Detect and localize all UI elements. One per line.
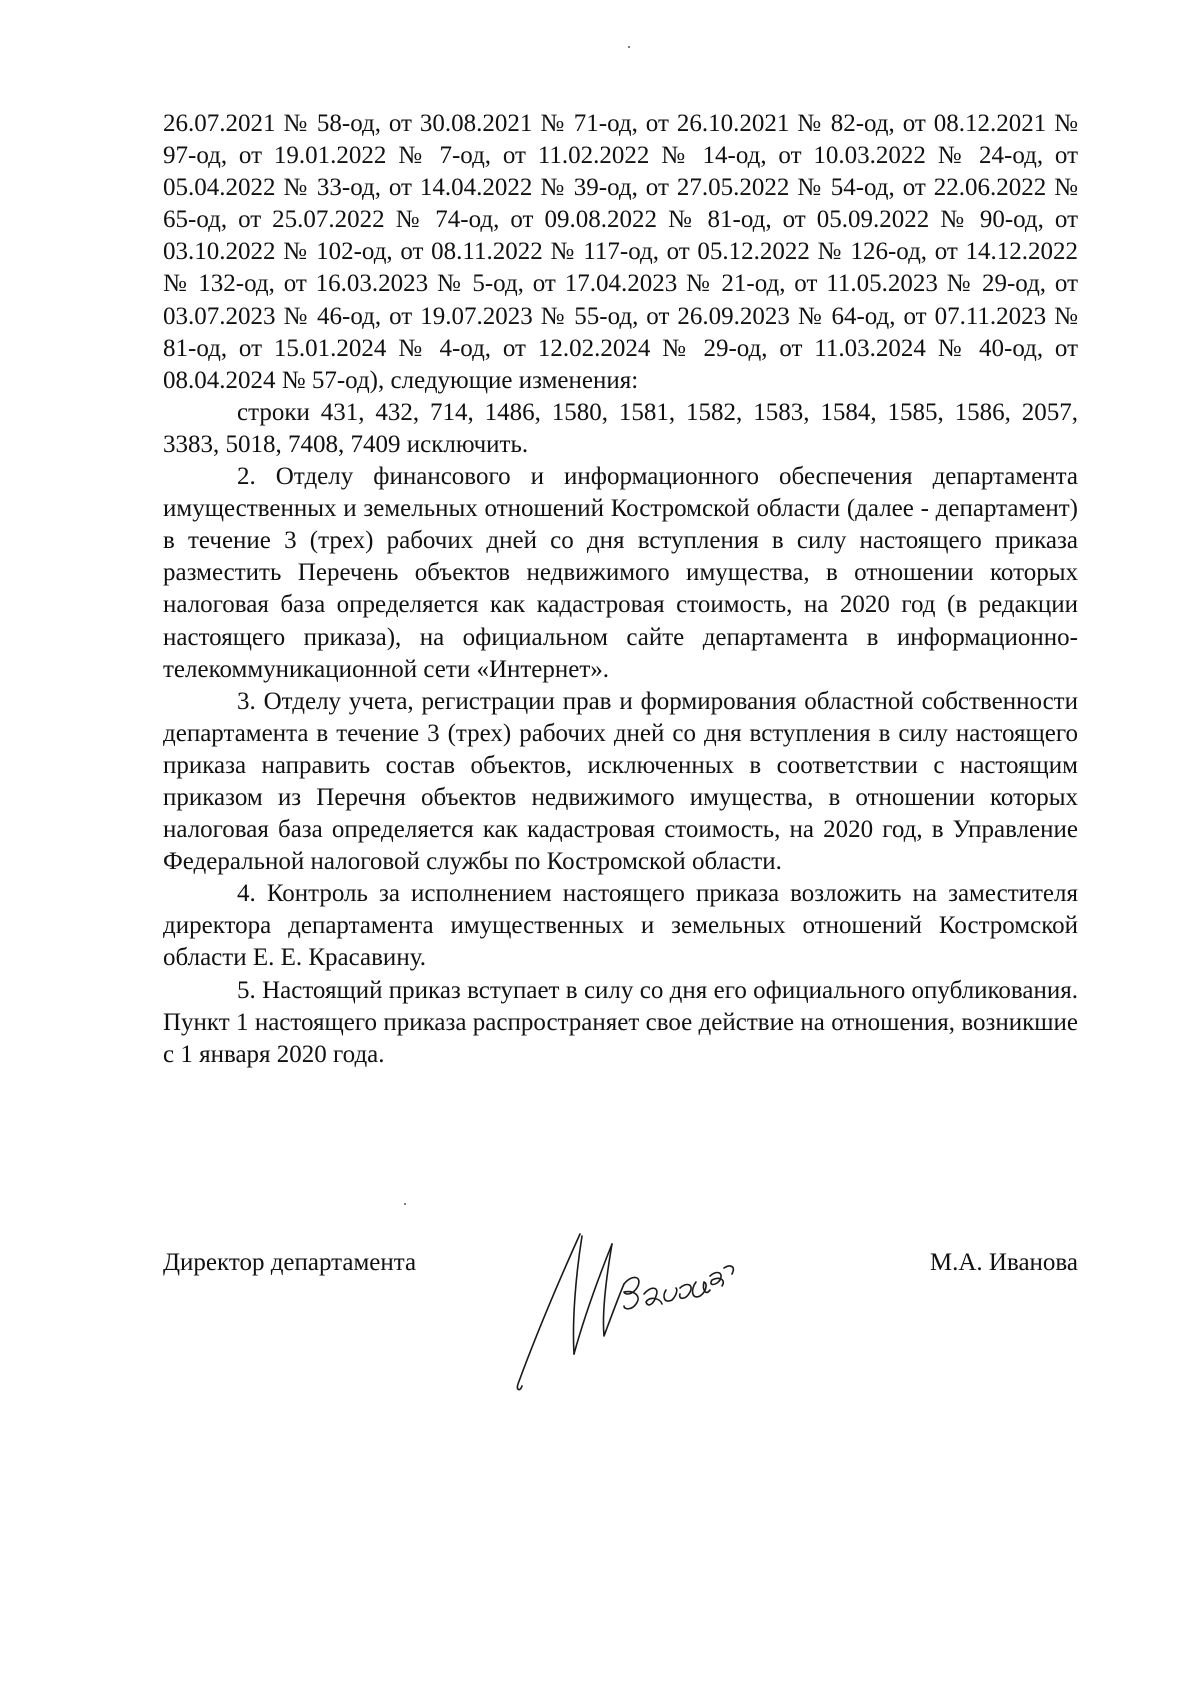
scan-speck bbox=[628, 46, 630, 48]
paragraph-rows-excluded: строки 431, 432, 714, 1486, 1580, 1581, 1582, 1583, 1584, 1585, 1586, 2057, 3383, 5018, 7408, 7409 исключить. bbox=[163, 398, 1078, 458]
handwritten-signature bbox=[510, 1224, 760, 1394]
paragraph-item-2: 2. Отделу финансового и информационного обеспечения департамента имущественных и земельных отношений Костромской области (далее - департамент) в течение 3 (трех) рабочих дней со дня вступления в силу настоящего приказа разместить Перечень объектов недвижимого имущества, в отношении которых налоговая база определяется как кадастровая стоимость, на 2020 год (в редакции настоящего приказа), на официальном сайте департамента в информационно-телекоммуникационной сети «Интернет». bbox=[163, 463, 1078, 683]
scan-speck bbox=[404, 1203, 406, 1205]
paragraph-item-5: 5. Настоящий приказ вступает в силу со дня его официального опубликования. Пункт 1 настоящего приказа распространяет свое действие на отношения, возникшие с 1 января 2020 года. bbox=[163, 976, 1078, 1068]
paragraph-item-4: 4. Контроль за исполнением настоящего приказа возложить на заместителя директора департамента имущественных и земельных отношений Костромской области Е. Е. Красавину. bbox=[163, 880, 1078, 972]
signer-position: Директор департамента bbox=[163, 1249, 417, 1276]
document-body bbox=[163, 108, 1078, 1071]
paragraph-amendments-list: 26.07.2021 № 58-од, от 30.08.2021 № 71-од, от 26.10.2021 № 82-од, от 08.12.2021 № 97-од, от 19.01.2022 № 7-од, от 11.02.2022 № 14-од, от 10.03.2022 № 24-од, от 05.04.2022 № 33-од, от 14.04.2022 № 39-од, от 27.05.2022 № 54-од, от 22.06.2022 № 65-од, от 25.07.2022 № 74-од, от 09.08.2022 № 81-од, от 05.09.2022 № 90-од, от 03.10.2022 № 102-од, от 08.11.2022 № 117-од, от 05.12.2022 № 126-од, от 14.12.2022 № 132-од, от 16.03.2023 № 5-од, от 17.04.2023 № 21-од, от 11.05.2023 № 29-од, от 03.07.2023 № 46-од, от 19.07.2023 № 55-од, от 26.09.2023 № 64-од, от 07.11.2023 № 81-од, от 15.01.2024 № 4-од, от 12.02.2024 № 29-од, от 11.03.2024 № 40-од, от 08.04.2024 № 57-од), следующие изменения: bbox=[163, 110, 1078, 394]
signer-name: М.А. Иванова bbox=[929, 1249, 1078, 1276]
paragraph-item-3: 3. Отделу учета, регистрации прав и формирования областной собственности департамента в течение 3 (трех) рабочих дней со дня вступления в силу настоящего приказа направить состав объектов, исключенных в соответствии с настоящим приказом из Перечня объектов недвижимого имущества, в отношении которых налоговая база определяется как кадастровая стоимость, на 2020 год, в Управление Федеральной налоговой службы по Костромской области. bbox=[163, 687, 1078, 876]
